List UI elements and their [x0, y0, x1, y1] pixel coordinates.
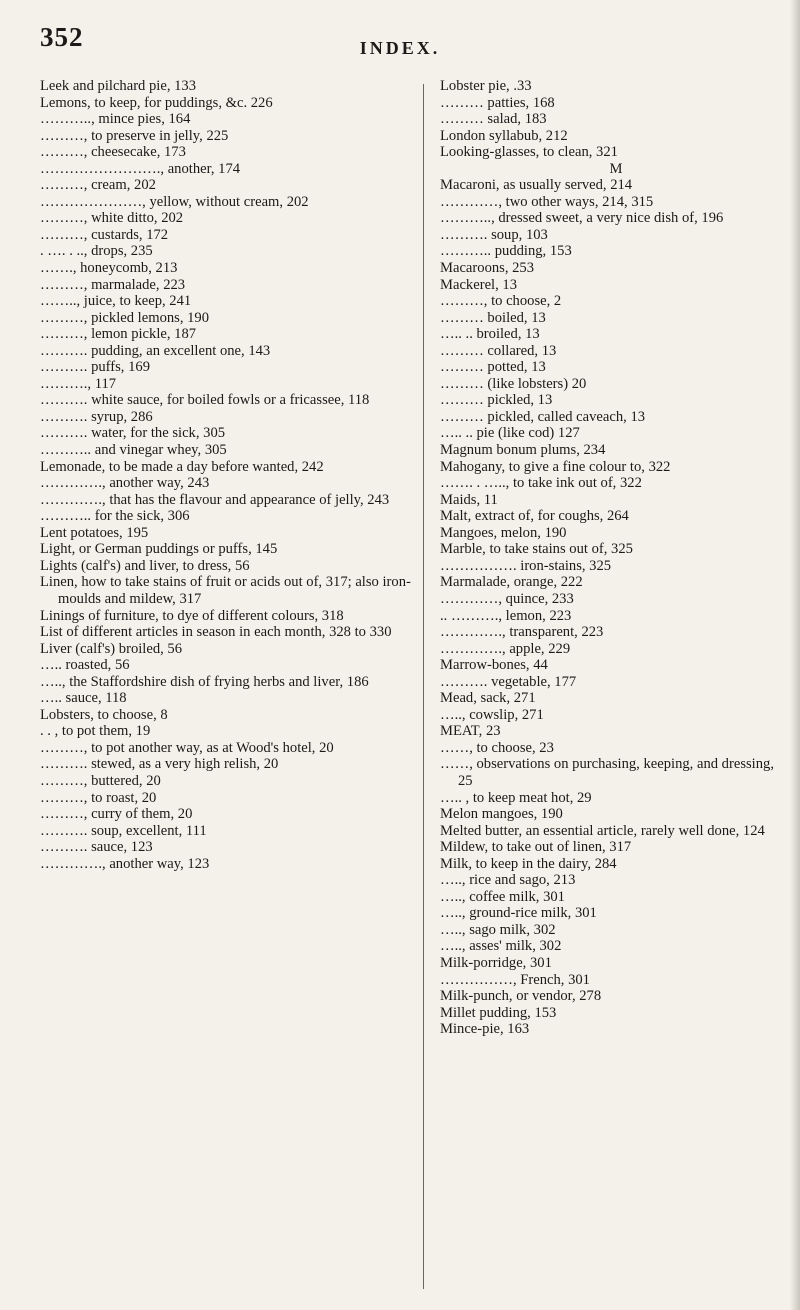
index-entry: …………, quince, 233 [440, 590, 574, 607]
index-entry: ………. vegetable, 177 [440, 673, 577, 690]
index-entry: ……… salad, 183 [440, 111, 547, 128]
index-entry: Linen, how to take stains of fruit or acids out of, 317; also iron-moulds and mildew, 317 [40, 574, 411, 607]
index-entry: Linings of furniture, to dye of different colours, 318 [40, 607, 344, 624]
index-entry: ….. , to keep meat hot, 29 [440, 789, 592, 806]
index-entry: Melted butter, an essential article, rarely well done, 124 [440, 822, 765, 839]
index-entry: ………, custards, 172 [40, 226, 169, 243]
index-entry: . …. . .., drops, 235 [40, 243, 153, 260]
index-entry: …………., another way, 123 [40, 855, 210, 872]
index-entry: Macaroni, as usually served, 214 [440, 177, 633, 194]
index-entry: ………, cheesecake, 173 [40, 144, 186, 161]
index-entry: ………. syrup, 286 [40, 408, 153, 425]
page-number: 352 [40, 22, 84, 52]
index-entry: MEAT, 23 [440, 723, 501, 740]
index-entry: ….. sauce, 118 [40, 690, 127, 707]
index-entry: Mildew, to take out of linen, 317 [440, 839, 632, 856]
index-entry: Macaroons, 253 [440, 260, 535, 277]
index-entry: Malt, extract of, for coughs, 264 [440, 508, 629, 525]
index-entry: ………. soup, excellent, 111 [40, 822, 207, 839]
index-entry: ……….., mince pies, 164 [40, 111, 191, 128]
index-entry: ………. pudding, an excellent one, 143 [40, 342, 271, 359]
index-entry: Maids, 11 [440, 491, 498, 508]
index-entry: ……… potted, 13 [440, 359, 546, 376]
index-entry: ……….. pudding, 153 [440, 243, 572, 260]
index-entry: …………., transparent, 223 [440, 624, 604, 641]
index-entry: ………, to choose, 2 [440, 293, 562, 310]
index-entry: ………, lemon pickle, 187 [40, 326, 197, 343]
index-entry: Magnum bonum plums, 234 [440, 442, 606, 459]
index-entry: Looking-glasses, to clean, 321 [440, 144, 618, 161]
index-entry: Leek and pilchard pie, 133 [40, 78, 197, 94]
index-entry: ………, pickled lemons, 190 [40, 309, 210, 326]
index-entry: List of different articles in season in each month, 328 to 330 [40, 624, 392, 641]
index-entry: ….., coffee milk, 301 [440, 888, 565, 905]
index-entry: …………., apple, 229 [440, 640, 571, 657]
index-column-right [440, 78, 792, 1038]
index-entry: ……. . ….., to take ink out of, 322 [440, 475, 642, 492]
index-entry: …….., juice, to keep, 241 [40, 293, 192, 310]
index-entry: ….., rice and sago, 213 [440, 872, 576, 889]
index-entry: Milk, to keep in the dairy, 284 [440, 855, 617, 872]
index-entry: ……… patties, 168 [440, 94, 555, 111]
index-entry: London syllabub, 212 [440, 127, 568, 144]
index-entry: Lobsters, to choose, 8 [40, 706, 168, 723]
index-entry: ………. puffs, 169 [40, 359, 150, 376]
index-entry: . . , to pot them, 19 [40, 723, 151, 740]
index-entry: Melon mangoes, 190 [440, 806, 563, 823]
index-entry: ……… boiled, 13 [440, 309, 546, 326]
index-column-left [40, 78, 416, 872]
index-entry: Mead, sack, 271 [440, 690, 536, 707]
index-entry: .. ………., lemon, 223 [440, 607, 572, 624]
index-entry: Lemons, to keep, for puddings, &c. 226 [40, 94, 273, 111]
section-letter: M [609, 160, 623, 177]
index-entry: ……………. iron-stains, 325 [440, 557, 612, 574]
index-entry: Light, or German puddings or puffs, 145 [40, 541, 278, 558]
index-entry: ……, to choose, 23 [440, 739, 554, 756]
index-entry: ….., asses' milk, 302 [440, 938, 562, 955]
index-entry: ……… (like lobsters) 20 [440, 375, 587, 392]
index-entry: Millet pudding, 153 [440, 1004, 557, 1021]
index-entry: Marble, to take stains out of, 325 [440, 541, 633, 558]
index-entry: ………, to preserve in jelly, 225 [40, 127, 229, 144]
index-entry: ……….. and vinegar whey, 305 [40, 442, 227, 459]
index-entry: ….., the Staffordshire dish of frying herbs and liver, 186 [40, 673, 369, 690]
index-entry: …………………, yellow, without cream, 202 [40, 193, 309, 210]
index-entry: ………, buttered, 20 [40, 772, 161, 789]
running-head: INDEX. [359, 38, 441, 58]
index-entry: Mince-pie, 163 [440, 1021, 530, 1038]
index-entry: ………, white ditto, 202 [40, 210, 184, 227]
index-entry: ………, to pot another way, as at Wood's hotel, 20 [40, 739, 334, 756]
index-entry: Marmalade, orange, 222 [440, 574, 583, 591]
index-entry: ………. water, for the sick, 305 [40, 425, 226, 442]
index-entry: ………., 117 [40, 375, 117, 392]
index-entry: ………. soup, 103 [440, 226, 548, 243]
index-entry: Lent potatoes, 195 [40, 524, 149, 541]
index-entry: Mangoes, melon, 190 [440, 524, 567, 541]
index-entry: Lobster pie, .33 [440, 78, 532, 94]
index-entry: …………, two other ways, 214, 315 [440, 193, 654, 210]
index-entry: Milk-punch, or vendor, 278 [440, 988, 602, 1005]
index-entry: ……… pickled, 13 [440, 392, 553, 409]
index-entry: Mahogany, to give a fine colour to, 322 [440, 458, 671, 475]
page-edge-shadow [790, 0, 800, 1310]
index-entry: ……., honeycomb, 213 [40, 260, 178, 277]
index-entry: ……… collared, 13 [440, 342, 557, 359]
index-entry: ………, cream, 202 [40, 177, 156, 194]
index-entry: …………., another way, 243 [40, 475, 210, 492]
index-entry: Lemonade, to be made a day before wanted, 242 [40, 458, 324, 475]
index-entry: …………., that has the flavour and appearance of jelly, 243 [40, 491, 390, 508]
index-entry: ……….., dressed sweet, a very nice dish of, 196 [440, 210, 724, 227]
index-entry: ……….. for the sick, 306 [40, 508, 190, 525]
index-entry: ………, marmalade, 223 [40, 276, 186, 293]
index-entry: ….., cowslip, 271 [440, 706, 544, 723]
index-entry: ………, to roast, 20 [40, 789, 157, 806]
index-entry: ….. .. broiled, 13 [440, 326, 540, 343]
index-entry: Liver (calf's) broiled, 56 [40, 640, 183, 657]
index-entry: ….., sago milk, 302 [440, 921, 556, 938]
column-divider [423, 84, 424, 1289]
index-entry: ……, observations on purchasing, keeping, and dressing, 25 [440, 756, 774, 789]
index-entry: Lights (calf's) and liver, to dress, 56 [40, 557, 250, 574]
index-entry: ………. white sauce, for boiled fowls or a fricassee, 118 [40, 392, 370, 409]
index-entry: ……………………., another, 174 [40, 160, 241, 177]
index-entry: ……………, French, 301 [440, 971, 590, 988]
index-entry: ….. roasted, 56 [40, 657, 130, 674]
index-entry: ……… pickled, called caveach, 13 [440, 408, 646, 425]
index-entry: Marrow-bones, 44 [440, 657, 548, 674]
index-entry: Mackerel, 13 [440, 276, 517, 293]
index-entry: Milk-porridge, 301 [440, 954, 552, 971]
index-entry: ………. stewed, as a very high relish, 20 [40, 756, 279, 773]
index-entry: ….. .. pie (like cod) 127 [440, 425, 580, 442]
index-entry: ….., ground-rice milk, 301 [440, 905, 597, 922]
index-entry: ………, curry of them, 20 [40, 806, 193, 823]
index-entry: ………. sauce, 123 [40, 839, 153, 856]
